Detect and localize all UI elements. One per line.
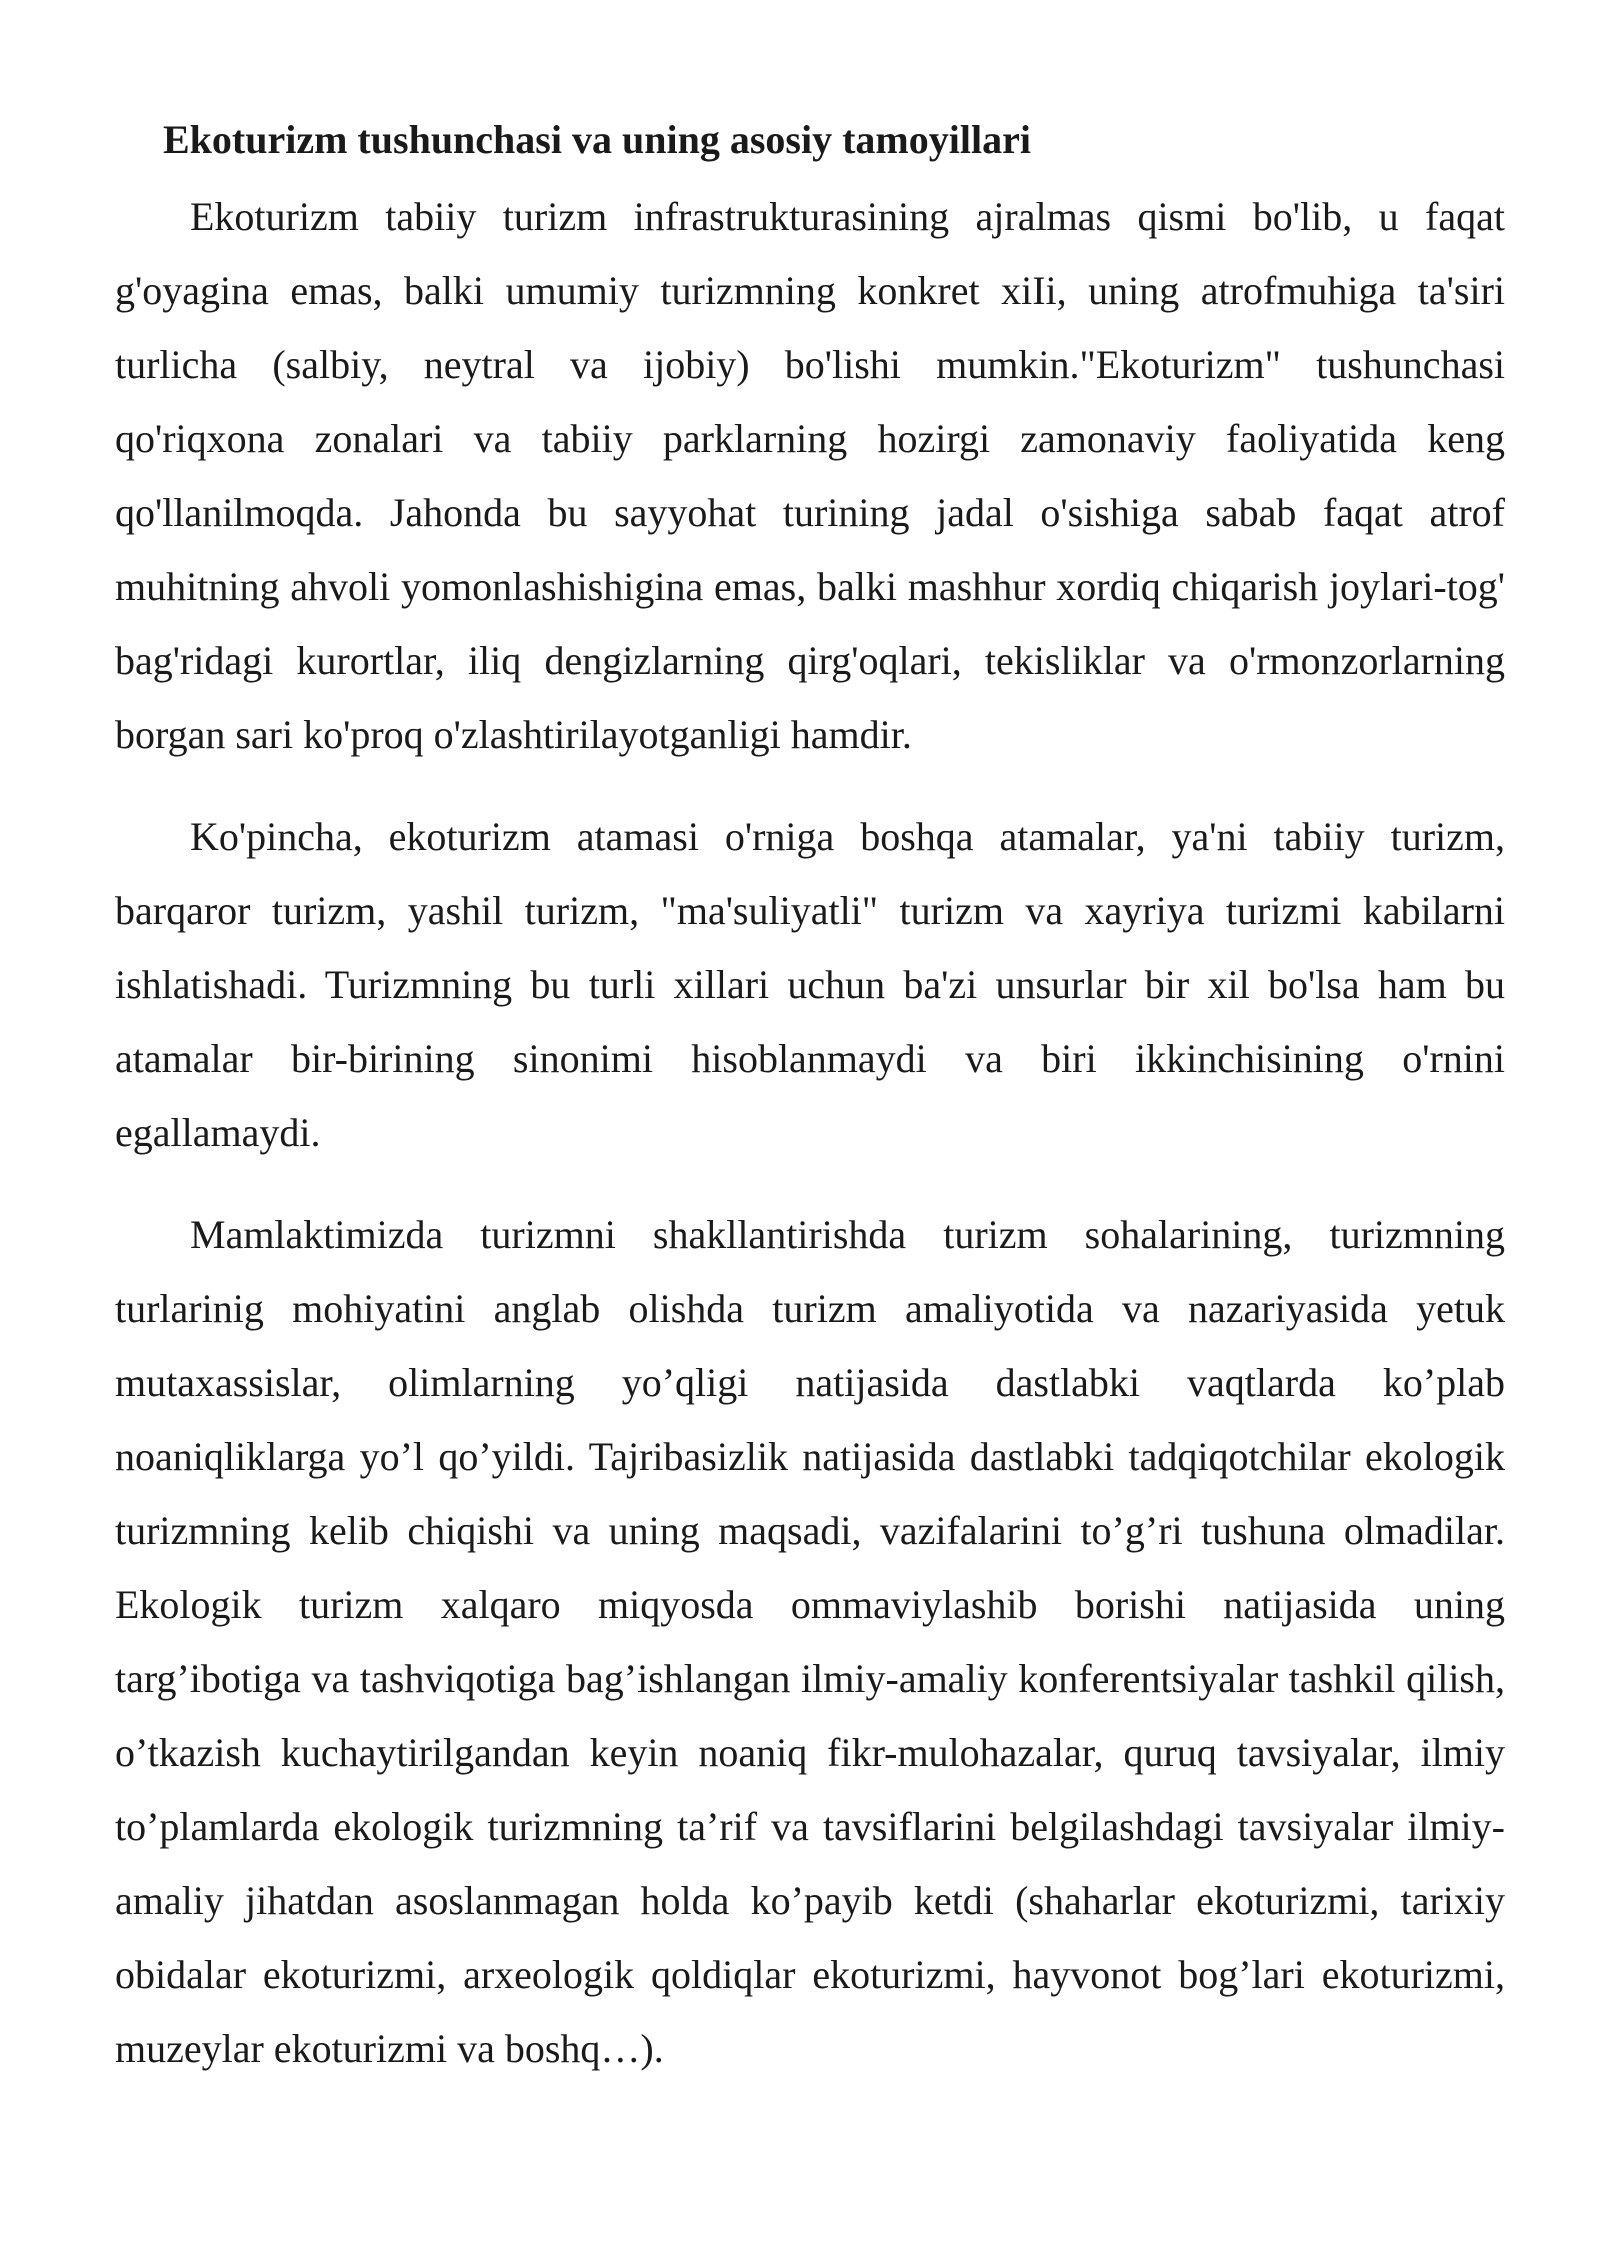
paragraph-1: Ekoturizm tabiiy turizm infrastrukturasining ajralmas qismi bo'lib, u faqat g'oyagina emas, balki umumiy turizmning konkret xiIi, uning atrofmuhiga ta'siri turlicha (salbiy, neytral va ijobiy) bo'lishi mumkin."Ekoturizm" tushunchasi qo'riqxona zonalari va tabiiy parklarning hozirgi zamonaviy faoliyatida keng qo'llanilmoqda. Jahonda bu sayyohat turining jadal o'sishiga sabab faqat atrof muhitning ahvoli yomonlashishigina emas, balki mashhur xordiq chiqarish joylari-tog' bag'ridagi kurortlar, iliq dengizlarning qirg'oqlari, tekisliklar va o'rmonzorlarning borgan sari ko'proq o'zlashtirilayotganligi hamdir. [115, 194, 1505, 757]
paragraph-3: Mamlaktimizda turizmni shakllantirishda turizm sohalarining, turizmning turlarinig mohiyatini anglab olishda turizm amaliyotida va nazariyasida yetuk mutaxassislar, olimlarning yo’qligi natijasida dastlabki vaqtlarda ko’plab noaniqliklarga yo’l qo’yildi. Tajribasizlik natijasida dastlabki tadqiqotchilar ekologik turizmning kelib chiqishi va uning maqsadi, vazifalarini to’g’ri tushuna olmadilar. Ekologik turizm xalqaro miqyosda ommaviylashib borishi natijasida uning targ’ibotiga va tashviqotiga bag’ishlangan ilmiy-amaliy konferentsiyalar tashkil qilish, o’tkazish kuchaytirilgandan keyin noaniq fikr-mulohazalar, quruq tavsiyalar, ilmiy to’plamlarda ekologik turizmning ta’rif va tavsiflarini belgilashdagi tavsiyalar ilmiy-amaliy jihatdan asoslanmagan holda ko’payib ketdi (shaharlar ekoturizmi, tarixiy obidalar ekoturizmi, arxeologik qoldiqlar ekoturizmi, hayvonot bog’lari ekoturizmi, muzeylar ekoturizmi va boshq…). [115, 1212, 1505, 2071]
document-body [115, 112, 1505, 2086]
paragraph-2: Ko'pincha, ekoturizm atamasi o'rniga boshqa atamalar, ya'ni tabiiy turizm, barqaror turizm, yashil turizm, "ma'suliyatli" turizm va xayriya turizmi kabilarni ishlatishadi. Turizmning bu turli xillari uchun ba'zi unsurlar bir xil bo'lsa ham bu atamalar bir-birining sinonimi hisoblanmaydi va biri ikkinchisining o'rnini egallamaydi. [115, 814, 1505, 1155]
document-title: Ekoturizm tushunchasi va uning asosiy tamoyillari [163, 117, 1031, 162]
